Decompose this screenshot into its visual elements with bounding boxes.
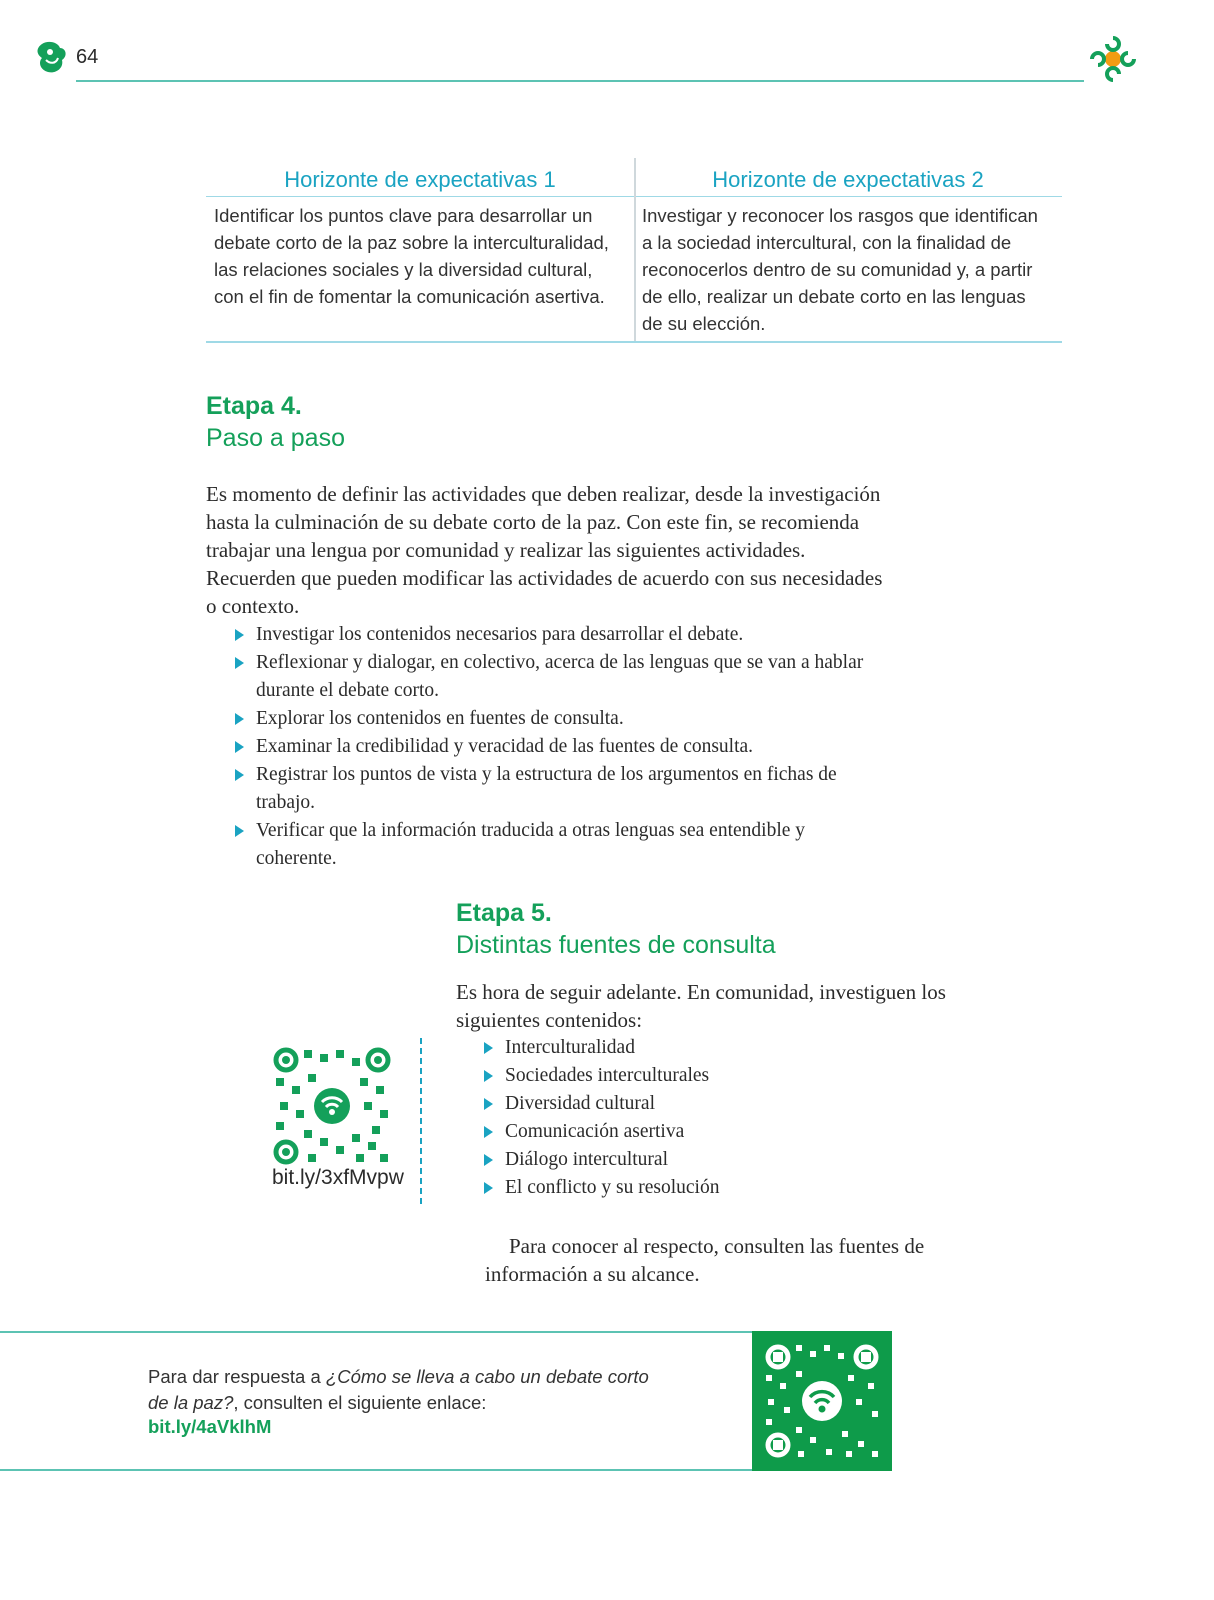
list-item: Registrar los puntos de vista y la estructura de los argumentos en fichas de trabajo. [232,761,872,817]
dashed-divider [420,1038,422,1204]
etapa4-paragraph: Es momento de definir las actividades que deben realizar, desde la investigación hasta la culminación de su debate corto de la paz. Con este fin, se recomienda trabajar una lengua por comunidad y realizar las siguientes actividades. Recuerden que pueden modificar las actividades de acuerdo con sus necesidades o contexto. [206,482,883,618]
list-item: Comunicación asertiva [481,1118,941,1146]
etapa4-heading [206,390,345,454]
bullet-triangle-icon [484,1070,493,1082]
list-item: Explorar los contenidos en fuentes de consulta. [232,705,872,733]
box-question: ¿Cómo se lleva a cabo un debate corto de la paz? [148,1366,649,1413]
box-text: Para dar respuesta a ¿Cómo se lleva a cabo un debate corto de la paz?, consulten el siguiente enlace: [148,1366,649,1413]
list-item: Sociedades interculturales [481,1062,941,1090]
bullet-triangle-icon [235,741,244,753]
bullet-triangle-icon [235,657,244,669]
bullet-triangle-icon [484,1042,493,1054]
list-item: Diversidad cultural [481,1090,941,1118]
community-circle-logo-icon [1088,34,1138,84]
list-item: Examinar la credibilidad y veracidad de las fuentes de consulta. [232,733,872,761]
qr-code-icon[interactable] [752,1331,892,1471]
green-figure-logo-icon [36,40,68,76]
etapa4-title: Etapa 4. [206,392,302,420]
bullet-triangle-icon [484,1182,493,1194]
list-item: El conflicto y su resolución [481,1174,941,1202]
bullet-triangle-icon [235,825,244,837]
box-link[interactable]: bit.ly/4aVklhM [148,1416,272,1437]
header-rule [76,80,1084,82]
etapa5-title: Etapa 5. [456,899,552,927]
bullet-triangle-icon [484,1098,493,1110]
bullet-triangle-icon [484,1126,493,1138]
box-top-rule [0,1331,752,1333]
bullet-triangle-icon [235,769,244,781]
table-bottom-rule [206,341,1062,343]
list-item: Investigar los contenidos necesarios para desarrollar el debate. [232,621,872,649]
etapa5-heading [456,897,776,961]
expectations-col1-text: Identificar los puntos clave para desarrollar un debate corto de la paz sobre la interculturalidad, las relaciones sociales y la diversidad cultural, con el fin de fomentar la comunicación asertiva. [214,205,609,307]
etapa4-list [232,621,872,873]
etapa4-subtitle: Paso a paso [206,424,345,452]
expectations-col2-title: Horizonte de expectativas 2 [712,167,984,192]
qr-link[interactable]: bit.ly/3xfMvpw [272,1166,404,1189]
list-item: Reflexionar y dialogar, en colectivo, acerca de las lenguas que se van a hablar durante el debate corto. [232,649,872,705]
etapa5-paragraph: Es hora de seguir adelante. En comunidad, investiguen los siguientes contenidos: [456,980,946,1032]
expectations-table [206,158,1062,344]
expectations-col1-title: Horizonte de expectativas 1 [284,167,556,192]
bullet-triangle-icon [484,1154,493,1166]
expectations-col2-text: Investigar y reconocer los rasgos que identifican a la sociedad intercultural, con la finalidad de reconocerlos dentro de su comunidad y, a partir de ello, realizar un debate corto en las lenguas de su elección. [642,205,1038,334]
etapa5-list [481,1034,941,1202]
list-item: Interculturalidad [481,1034,941,1062]
list-item: Verificar que la información traducida a otras lenguas sea entendible y coherente. [232,817,872,873]
table-column-divider [634,158,636,343]
bullet-triangle-icon [235,713,244,725]
bullet-triangle-icon [235,629,244,641]
qr-code-icon[interactable] [272,1046,392,1166]
box-bottom-rule [0,1469,752,1471]
page-number: 64 [76,46,99,68]
list-item: Diálogo intercultural [481,1146,941,1174]
etapa5-closing: Para conocer al respecto, consulten las fuentes de información a su alcance. [485,1234,925,1286]
etapa5-subtitle: Distintas fuentes de consulta [456,931,776,959]
